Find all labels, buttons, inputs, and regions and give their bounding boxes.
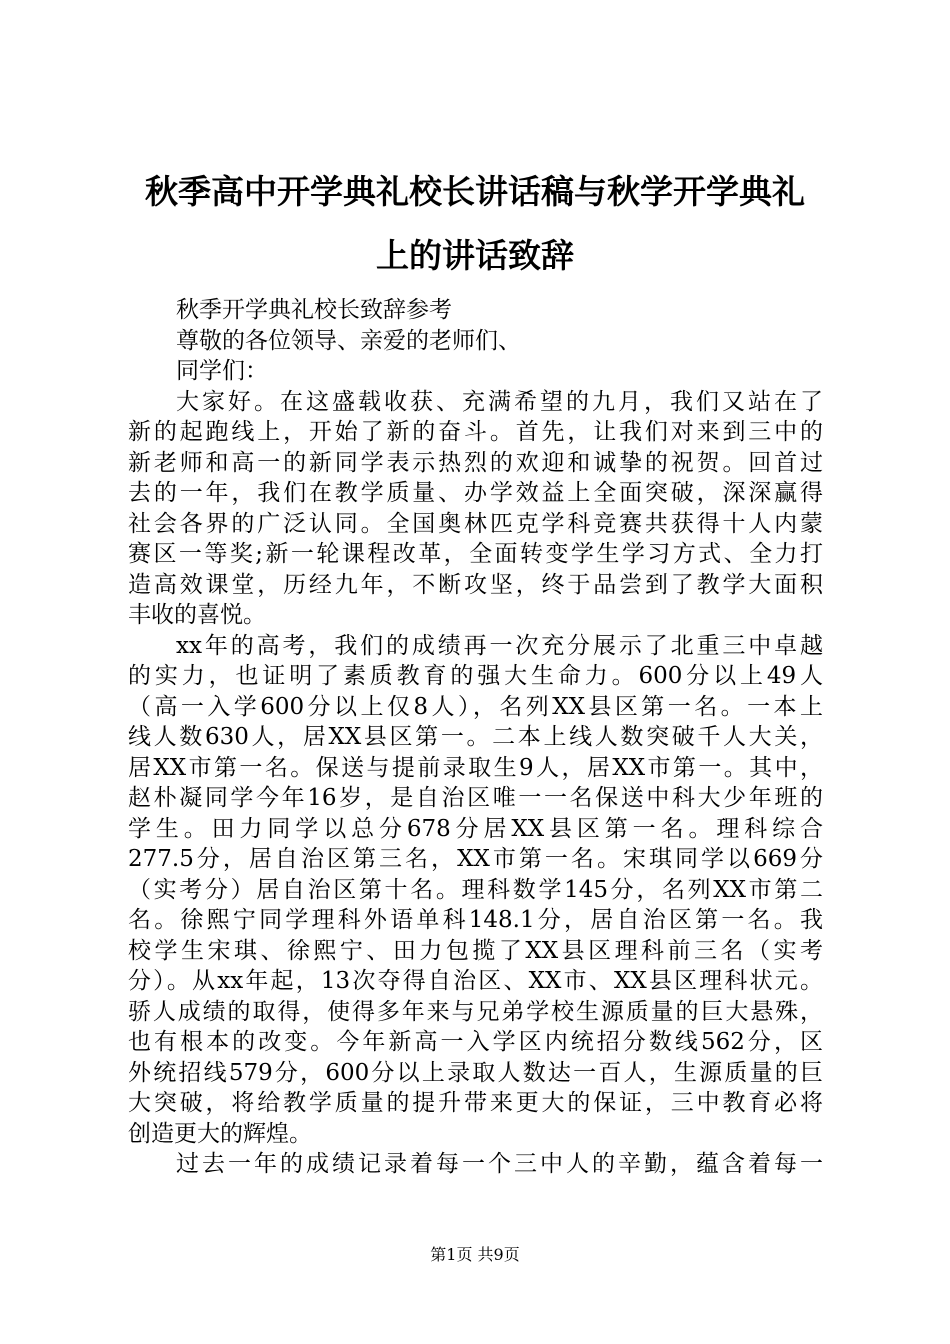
body-line: xx年的高考，我们的成绩再一次充分展示了北重三中卓越 [176, 632, 823, 659]
body-line: 创造更大的辉煌。 [128, 1120, 312, 1147]
body-line: 外统招线579分，600分以上录取人数达一百人，生源质量的巨 [128, 1059, 823, 1086]
document-title [100, 160, 850, 288]
body-line: 新老师和高一的新同学表示热烈的欢迎和诚挚的祝贺。回首过 [128, 449, 823, 476]
body-line: 分）。从xx年起，13次夺得自治区、XX市、XX县区理科状元。 [128, 968, 823, 994]
body-line: 学生。田力同学以总分678分居XX县区第一名。理科综合 [128, 815, 823, 842]
page-footer: 第1页 共9页 [430, 1245, 520, 1264]
body-line: 名。徐熙宁同学理科外语单科148.1分，居自治区第一名。我 [128, 907, 823, 933]
document-body [128, 295, 823, 1180]
body-line: 也有根本的改变。今年新高一入学区内统招分数线562分，区 [128, 1029, 823, 1055]
body-line: 丰收的喜悦。 [128, 602, 266, 628]
body-line: 居XX市第一名。保送与提前录取生9人，居XX市第一。其中， [128, 754, 823, 781]
body-line: 尊敬的各位领导、亲爱的老师们、 [176, 327, 521, 354]
body-line: 大突破，将给教学质量的提升带来更大的保证，三中教育必将 [128, 1090, 823, 1116]
body-line: 过去一年的成绩记录着每一个三中人的辛勤，蕴含着每一 [176, 1151, 823, 1177]
body-line: 骄人成绩的取得，使得多年来与兄弟学校生源质量的巨大悬殊， [128, 998, 823, 1025]
body-line: 去的一年，我们在教学质量、办学效益上全面突破，深深赢得 [128, 480, 823, 506]
body-line: 赵朴凝同学今年16岁，是自治区唯一一名保送中科大少年班的 [128, 785, 823, 811]
body-line: 校学生宋琪、徐熙宁、田力包揽了XX县区理科前三名（实考 [128, 937, 823, 964]
body-line: 的实力，也证明了素质教育的强大生命力。600分以上49人 [128, 663, 823, 689]
body-line: 社会各界的广泛认同。全国奥林匹克学科竞赛共获得十人内蒙 [128, 510, 823, 537]
title-line-2: 上的讲话致辞 [376, 236, 574, 275]
body-line: （实考分）居自治区第十名。理科数学145分，名列XX市第二 [128, 876, 823, 903]
body-line: 277.5分，居自治区第三名，XX市第一名。宋琪同学以669分 [128, 846, 823, 872]
body-line: 秋季开学典礼校长致辞参考 [176, 297, 452, 323]
title-line-1: 秋季高中开学典礼校长讲话稿与秋学开学典礼 [145, 172, 805, 211]
body-line: 新的起跑线上，开始了新的奋斗。首先，让我们对来到三中的 [128, 419, 823, 445]
body-line: 大家好。在这盛载收获、充满希望的九月，我们又站在了 [176, 388, 823, 415]
body-line: 线人数630人，居XX县区第一。二本上线人数突破千人大关， [128, 724, 823, 750]
body-line: 造高效课堂，历经九年，不断攻坚，终于品尝到了教学大面积 [128, 571, 823, 598]
body-line: 赛区一等奖;新一轮课程改革，全面转变学生学习方式、全力打 [128, 541, 823, 567]
body-line: （高一入学600分以上仅8人），名列XX县区第一名。一本上 [128, 693, 823, 720]
body-line: 同学们： [176, 358, 268, 384]
